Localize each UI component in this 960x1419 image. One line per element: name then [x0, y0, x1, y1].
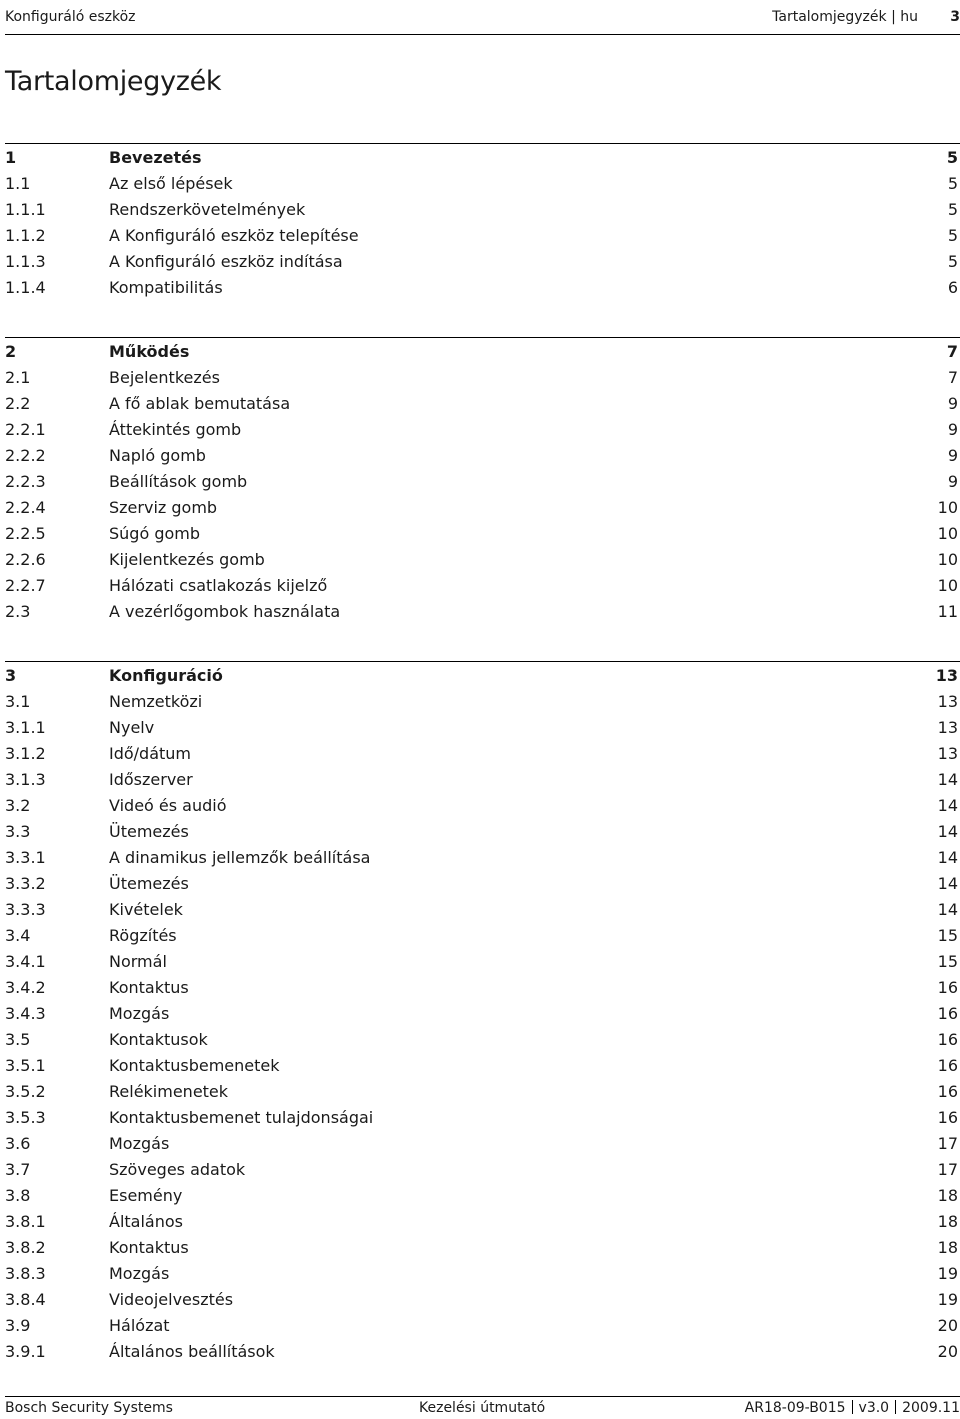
toc-entry-title: Az első lépések: [109, 174, 233, 193]
header-section-info: [772, 0, 960, 34]
toc-entry-number: 1: [5, 148, 17, 167]
footer-separator: [895, 1400, 896, 1414]
toc-entry[interactable]: [5, 1208, 960, 1234]
toc-entry-number: 3.9.1: [5, 1342, 46, 1361]
toc-entry[interactable]: [5, 364, 960, 390]
toc-entry[interactable]: [5, 416, 960, 442]
toc-entry-title: Kontaktus: [109, 1238, 189, 1257]
toc-entry[interactable]: [5, 792, 960, 818]
toc-entry-page: 10: [937, 576, 958, 595]
toc-entry-number: 2.1: [5, 368, 31, 387]
toc-entry[interactable]: [5, 468, 960, 494]
toc-entry-page: 16: [937, 1004, 958, 1023]
toc-entry-number: 2.2.3: [5, 472, 46, 491]
toc-entry-page: 14: [937, 848, 958, 867]
header-product-name: Konfiguráló eszköz: [5, 9, 136, 25]
toc-entry-page: 14: [937, 770, 958, 789]
toc-entry-title: Normál: [109, 952, 167, 971]
toc-entry-number: 3.8.4: [5, 1290, 46, 1309]
toc-entry[interactable]: [5, 442, 960, 468]
toc-entry[interactable]: [5, 1130, 960, 1156]
toc-entry-title: Kontaktusbemenetek: [109, 1056, 280, 1075]
page-title: Tartalomjegyzék: [5, 66, 222, 97]
footer-date: 2009.11: [902, 1400, 960, 1416]
toc-entry[interactable]: [5, 1338, 960, 1364]
toc-entry-number: 3.8.3: [5, 1264, 46, 1283]
toc-entry[interactable]: [5, 546, 960, 572]
toc-chapter-entry[interactable]: [5, 661, 960, 688]
toc-entry-page: 18: [937, 1238, 958, 1257]
toc-entry-title: Idő/dátum: [109, 744, 192, 763]
toc-entry-page: 17: [937, 1134, 958, 1153]
toc-entry[interactable]: [5, 1052, 960, 1078]
toc-entry-number: 2.3: [5, 602, 31, 621]
header-section-label: Tartalomjegyzék | hu: [772, 9, 918, 25]
toc-entry[interactable]: [5, 520, 960, 546]
toc-entry-number: 3: [5, 666, 17, 685]
toc-entry-title: Általános beállítások: [109, 1342, 275, 1361]
toc-entry-number: 2.2.6: [5, 550, 46, 569]
toc-entry-title: Kontaktusok: [109, 1030, 208, 1049]
toc-entry-title: Kijelentkezés gomb: [109, 550, 265, 569]
toc-entry-page: 5: [947, 226, 958, 245]
toc-entry-page: 14: [937, 796, 958, 815]
toc-entry-title: Kompatibilitás: [109, 278, 223, 297]
page-footer: [5, 1396, 960, 1419]
toc-entry[interactable]: [5, 274, 960, 300]
toc-entry-number: 3.8: [5, 1186, 31, 1205]
toc-entry-number: 2.2.7: [5, 576, 46, 595]
toc-entry-page: 19: [937, 1264, 958, 1283]
toc-entry[interactable]: [5, 714, 960, 740]
toc-section: [5, 337, 960, 624]
toc-entry-number: 3.5: [5, 1030, 31, 1049]
toc-entry-number: 3.1.3: [5, 770, 46, 789]
toc-entry-page: 14: [937, 822, 958, 841]
toc-entry-page: 13: [937, 744, 958, 763]
toc-entry-page: 9: [947, 446, 958, 465]
toc-entry[interactable]: [5, 844, 960, 870]
toc-entry[interactable]: [5, 688, 960, 714]
toc-entry[interactable]: [5, 1260, 960, 1286]
toc-entry-number: 3.2: [5, 796, 31, 815]
footer-version: v3.0: [858, 1400, 890, 1416]
toc-entry-page: 10: [937, 550, 958, 569]
toc-entry-number: 3.5.2: [5, 1082, 46, 1101]
toc-entry-title: Hálózat: [109, 1316, 170, 1335]
toc-entry-page: 9: [947, 394, 958, 413]
toc-entry[interactable]: [5, 766, 960, 792]
toc-entry-title: Mozgás: [109, 1264, 170, 1283]
toc-section: [5, 143, 960, 300]
toc-entry[interactable]: [5, 1234, 960, 1260]
toc-entry-title: Nemzetközi: [109, 692, 203, 711]
toc-entry-page: 5: [947, 174, 958, 193]
toc-entry-number: 1.1.4: [5, 278, 46, 297]
toc-entry-page: 16: [937, 1056, 958, 1075]
toc-entry-title: Szerviz gomb: [109, 498, 218, 517]
toc-entry-page: 5: [946, 148, 958, 167]
toc-section: [5, 661, 960, 1364]
footer-doc-id: AR18-09-B015: [744, 1400, 846, 1416]
toc-entry[interactable]: [5, 196, 960, 222]
toc-entry[interactable]: [5, 948, 960, 974]
toc-entry-title: Videojelvesztés: [109, 1290, 234, 1309]
page-header: [5, 0, 960, 35]
toc-entry-title: A vezérlőgombok használata: [109, 602, 341, 621]
toc-entry-title: A dinamikus jellemzők beállítása: [109, 848, 371, 867]
toc-entry[interactable]: [5, 1000, 960, 1026]
footer-doc-info: [745, 1397, 960, 1419]
toc-entry-number: 3.3.2: [5, 874, 46, 893]
toc-entry[interactable]: [5, 1156, 960, 1182]
toc-entry-title: Kontaktus: [109, 978, 189, 997]
toc-entry[interactable]: [5, 1104, 960, 1130]
toc-entry-page: 13: [935, 666, 958, 685]
toc-entry-page: 15: [937, 926, 958, 945]
toc-entry-title: Konfiguráció: [109, 666, 223, 685]
toc-entry-page: 5: [947, 252, 958, 271]
toc-entry[interactable]: [5, 974, 960, 1000]
footer-separator: [852, 1400, 853, 1414]
toc-entry-number: 3.4.3: [5, 1004, 46, 1023]
header-page-number: 3: [950, 9, 960, 25]
toc-entry[interactable]: [5, 870, 960, 896]
toc-entry-page: 20: [937, 1342, 958, 1361]
toc-entry[interactable]: [5, 1078, 960, 1104]
toc-entry-page: 5: [947, 200, 958, 219]
toc-entry-number: 3.3.1: [5, 848, 46, 867]
toc-entry-page: 19: [937, 1290, 958, 1309]
toc-entry-title: Időszerver: [109, 770, 193, 789]
toc-entry-number: 3.1.2: [5, 744, 46, 763]
toc-entry-page: 11: [937, 602, 958, 621]
toc-entry-number: 3.5.3: [5, 1108, 46, 1127]
toc-chapter-entry[interactable]: [5, 337, 960, 364]
toc-entry-number: 3.8.2: [5, 1238, 46, 1257]
toc-entry-number: 1.1.1: [5, 200, 46, 219]
toc-entry-number: 2.2.5: [5, 524, 46, 543]
toc-entry-page: 16: [937, 978, 958, 997]
toc-entry[interactable]: [5, 922, 960, 948]
toc-entry-page: 16: [937, 1030, 958, 1049]
table-of-contents: [5, 143, 960, 1364]
toc-entry-title: Szöveges adatok: [109, 1160, 246, 1179]
toc-entry[interactable]: [5, 494, 960, 520]
toc-entry-page: 16: [937, 1082, 958, 1101]
toc-entry-title: Videó és audió: [109, 796, 227, 815]
toc-entry[interactable]: [5, 222, 960, 248]
toc-entry-title: Működés: [109, 342, 190, 361]
toc-entry-title: Mozgás: [109, 1134, 170, 1153]
toc-entry-number: 3.1: [5, 692, 31, 711]
toc-entry[interactable]: [5, 1312, 960, 1338]
toc-entry-page: 15: [937, 952, 958, 971]
footer-doc-type: Kezelési útmutató: [419, 1400, 546, 1416]
toc-entry-number: 3.4.1: [5, 952, 46, 971]
toc-entry-title: Bejelentkezés: [109, 368, 220, 387]
toc-entry-number: 3.9: [5, 1316, 31, 1335]
toc-entry-page: 13: [937, 718, 958, 737]
toc-entry-page: 10: [937, 498, 958, 517]
toc-entry-page: 7: [947, 368, 958, 387]
toc-entry-page: 18: [937, 1186, 958, 1205]
toc-entry-page: 16: [937, 1108, 958, 1127]
toc-entry-number: 2: [5, 342, 17, 361]
toc-entry-number: 3.5.1: [5, 1056, 46, 1075]
toc-entry-title: Esemény: [109, 1186, 183, 1205]
toc-entry-number: 2.2.2: [5, 446, 46, 465]
toc-entry-title: Ütemezés: [109, 822, 189, 841]
toc-entry[interactable]: [5, 170, 960, 196]
toc-entry-title: Relékimenetek: [109, 1082, 229, 1101]
toc-entry-page: 7: [946, 342, 958, 361]
toc-entry-page: 9: [947, 420, 958, 439]
toc-entry-number: 3.3.3: [5, 900, 46, 919]
toc-entry-title: Beállítások gomb: [109, 472, 248, 491]
toc-entry-number: 3.4: [5, 926, 31, 945]
toc-entry-number: 2.2.1: [5, 420, 46, 439]
toc-entry-number: 2.2.4: [5, 498, 46, 517]
toc-entry-title: Ütemezés: [109, 874, 189, 893]
toc-entry-page: 20: [937, 1316, 958, 1335]
toc-entry[interactable]: [5, 598, 960, 624]
footer-company: Bosch Security Systems: [5, 1400, 173, 1416]
toc-entry-number: 1.1: [5, 174, 31, 193]
toc-entry[interactable]: [5, 1182, 960, 1208]
toc-entry-title: Napló gomb: [109, 446, 206, 465]
toc-entry[interactable]: [5, 390, 960, 416]
toc-entry-page: 9: [947, 472, 958, 491]
toc-entry-title: A Konfiguráló eszköz telepítése: [109, 226, 359, 245]
toc-entry[interactable]: [5, 248, 960, 274]
toc-entry-page: 17: [937, 1160, 958, 1179]
toc-entry-title: A Konfiguráló eszköz indítása: [109, 252, 343, 271]
toc-entry[interactable]: [5, 1026, 960, 1052]
toc-entry-number: 3.4.2: [5, 978, 46, 997]
toc-entry-number: 3.6: [5, 1134, 31, 1153]
toc-entry-title: Kivételek: [109, 900, 183, 919]
toc-entry-page: 10: [937, 524, 958, 543]
toc-entry-title: Kontaktusbemenet tulajdonságai: [109, 1108, 374, 1127]
toc-entry-title: Mozgás: [109, 1004, 170, 1023]
toc-entry-page: 14: [937, 874, 958, 893]
toc-chapter-entry[interactable]: [5, 143, 960, 170]
toc-entry-number: 1.1.2: [5, 226, 46, 245]
toc-entry-title: Súgó gomb: [109, 524, 201, 543]
toc-entry-page: 13: [937, 692, 958, 711]
toc-entry-number: 3.8.1: [5, 1212, 46, 1231]
toc-entry-title: Nyelv: [109, 718, 155, 737]
toc-entry-title: Rendszerkövetelmények: [109, 200, 306, 219]
toc-entry-title: Rögzítés: [109, 926, 177, 945]
toc-entry[interactable]: [5, 572, 960, 598]
toc-entry-title: A fő ablak bemutatása: [109, 394, 291, 413]
toc-entry-page: 14: [937, 900, 958, 919]
toc-entry-number: 3.3: [5, 822, 31, 841]
toc-entry-title: Áttekintés gomb: [109, 420, 242, 439]
toc-entry-title: Bevezetés: [109, 148, 202, 167]
toc-entry[interactable]: [5, 818, 960, 844]
toc-entry-title: Általános: [109, 1212, 183, 1231]
toc-entry-number: 2.2: [5, 394, 31, 413]
toc-entry-title: Hálózati csatlakozás kijelző: [109, 576, 328, 595]
toc-entry[interactable]: [5, 740, 960, 766]
toc-entry-number: 1.1.3: [5, 252, 46, 271]
toc-entry-page: 6: [947, 278, 958, 297]
toc-entry[interactable]: [5, 1286, 960, 1312]
toc-entry[interactable]: [5, 896, 960, 922]
toc-entry-page: 18: [937, 1212, 958, 1231]
toc-entry-number: 3.7: [5, 1160, 31, 1179]
toc-entry-number: 3.1.1: [5, 718, 46, 737]
